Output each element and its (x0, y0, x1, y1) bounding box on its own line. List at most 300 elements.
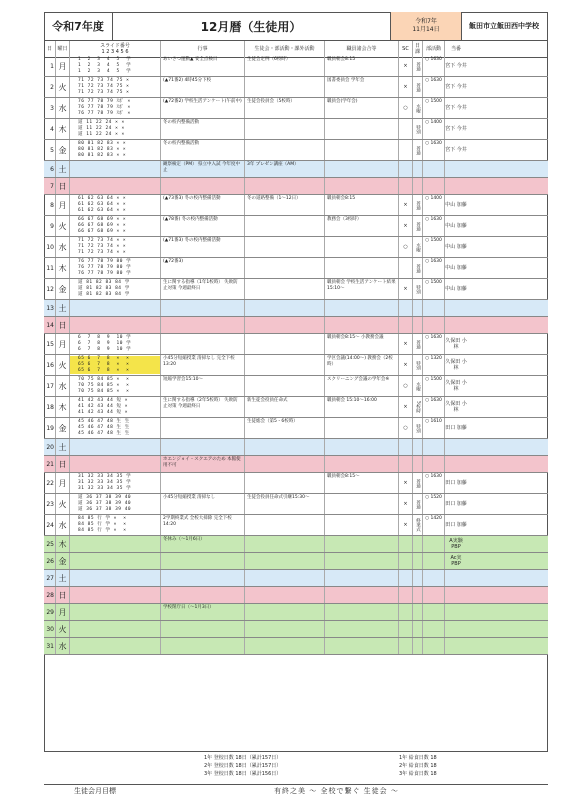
slide-line: 65 6 7 8 × × (70, 356, 160, 362)
event-text: 生に関する指導（2年5校時） 失敗防止対策 今週最終日 (161, 397, 245, 417)
bukatsu-time (423, 317, 445, 333)
day-number: 22 (44, 473, 56, 493)
day-row (44, 473, 548, 494)
bukatsu-time (423, 161, 445, 177)
day-row (44, 553, 548, 570)
day-row (44, 397, 548, 418)
weekday-label: 火 (56, 621, 70, 637)
weekday-label: 月 (56, 195, 70, 215)
sc-mark (399, 621, 413, 637)
weekday-label: 土 (56, 300, 70, 316)
slide-numbers (70, 98, 161, 118)
meeting-text (325, 140, 399, 160)
weekday-label: 木 (56, 536, 70, 552)
day-number: 11 (44, 258, 56, 278)
slide-numbers (70, 494, 161, 514)
meeting-text (325, 638, 399, 654)
weekday-label: 木 (56, 397, 70, 417)
slide-line: 76 77 78 79 80 学 (78, 271, 132, 276)
slide-numbers (70, 77, 161, 97)
col-slides (70, 41, 161, 57)
bukatsu-time (423, 553, 445, 569)
slide-line: 45 46 47 48 生 生 (78, 425, 130, 430)
council-text: 新生徒会役員任命式 (245, 397, 325, 417)
slide-numbers (70, 355, 161, 375)
bukatsu-time (423, 300, 445, 316)
event-text: ホエンジョイ・スクエアのため 本館使用不可 (161, 456, 245, 472)
day-number: 4 (44, 119, 56, 139)
day-row (44, 570, 548, 587)
council-text (245, 334, 325, 354)
weekday-label: 火 (56, 77, 70, 97)
nisshi-text (413, 300, 423, 316)
weekday-label: 月 (56, 604, 70, 620)
sc-mark (399, 587, 413, 603)
nisshi-text: 特別 (413, 355, 423, 375)
day-row (44, 279, 548, 300)
nisshi-text (413, 456, 423, 472)
event-text (161, 621, 245, 637)
sc-mark: × (399, 279, 413, 299)
slide-numbers (70, 279, 161, 299)
bukatsu-time: ○ 1520 (423, 494, 445, 514)
event-text: 冬の校内整備活動 (161, 140, 245, 160)
event-text: (▲71番3) 冬の校内整備活動 (161, 237, 245, 257)
nisshi-text (413, 439, 423, 455)
meeting-text: 職員朝会8:15 (325, 195, 399, 215)
duty-names: 田口 加藤 (445, 501, 467, 507)
attendance-line: 3年 登校日数 18日（累計156日） (204, 771, 282, 777)
sc-mark: × (399, 56, 413, 76)
duty-names: 宮下 今井 (445, 147, 467, 153)
meeting-text: 職員朝会8:15 (325, 56, 399, 76)
council-text (245, 178, 325, 194)
council-text: 生徒会役員会（5校時） (245, 98, 325, 118)
sc-mark: × (399, 494, 413, 514)
day-row (44, 515, 548, 536)
sc-mark (399, 604, 413, 620)
slide-line: 70 75 84 85 × × (78, 377, 130, 382)
bukatsu-time (423, 638, 445, 654)
weekday-label: 月 (56, 334, 70, 354)
day-row (44, 604, 548, 621)
day-row (44, 258, 548, 279)
meeting-text: 職員朝会8:15〜 小教務会議 (325, 334, 399, 354)
weekday-label: 月 (56, 56, 70, 76)
day-row (44, 621, 548, 638)
bukatsu-time: ○ 1630 (423, 216, 445, 236)
col-council: 生徒会・部活動・課外活動 (245, 41, 325, 57)
weekday-label: 火 (56, 355, 70, 375)
slide-line: 71 72 73 74 75 × (78, 78, 130, 83)
sc-mark: × (399, 77, 413, 97)
duty-names (445, 178, 467, 194)
council-text (245, 237, 325, 257)
bukatsu-time: ○ 1400 (423, 195, 445, 215)
slide-numbers (70, 587, 161, 603)
bukatsu-time: ○ 1320 (423, 355, 445, 375)
day-row (44, 216, 548, 237)
day-row (44, 140, 548, 161)
council-text (245, 604, 325, 620)
sc-mark (399, 178, 413, 194)
slide-numbers (70, 418, 161, 438)
slide-line: 道 36 37 38 39 40 (78, 501, 132, 506)
day-row (44, 161, 548, 178)
bukatsu-time: ○ 1630 (423, 397, 445, 417)
meeting-text (325, 439, 399, 455)
duty-names: 宮下 今井 (445, 126, 467, 132)
slide-line: 61 62 63 64 × × (78, 202, 127, 207)
meeting-text: 教務会（3校時） (325, 216, 399, 236)
day-row (44, 317, 548, 334)
attendance-line: 2年 登校日数 18日（累計157日） (204, 763, 282, 769)
weekday-label: 金 (56, 418, 70, 438)
sc-mark: ○ (399, 376, 413, 396)
bukatsu-time (423, 570, 445, 586)
school-name: 飯田市立飯田西中学校 (469, 22, 539, 30)
slide-line: 6 7 8 9 10 学 (78, 347, 132, 352)
bukatsu-time: ○ 1400 (423, 119, 445, 139)
nisshi-text: 特別 (413, 279, 423, 299)
sc-mark: ○ (399, 418, 413, 438)
duty-names: 中山 加藤 (445, 223, 467, 229)
duty-names: 宮下 今井 (445, 84, 467, 90)
bukatsu-time (423, 178, 445, 194)
day-number: 17 (44, 376, 56, 396)
event-text (161, 553, 245, 569)
slide-line: 41 42 43 44 短 × (78, 398, 128, 403)
bukatsu-time: ○ 1630 (423, 258, 445, 278)
slide-numbers (70, 216, 161, 236)
weekday-label: 日 (56, 587, 70, 603)
meeting-text: 図書委員会 学年会 (325, 77, 399, 97)
slide-numbers (70, 178, 161, 194)
council-text (245, 515, 325, 535)
slide-line: 31 32 33 34 35 学 (78, 474, 132, 479)
monthly-goal (44, 784, 548, 797)
sc-mark: ○ (399, 98, 413, 118)
slide-line: 80 81 82 83 × × (78, 147, 127, 152)
day-row (44, 178, 548, 195)
slide-numbers (70, 56, 161, 76)
slide-numbers (70, 536, 161, 552)
day-number: 30 (44, 621, 56, 637)
slide-numbers (70, 334, 161, 354)
day-number: 9 (44, 216, 56, 236)
event-text (161, 317, 245, 333)
duty-names: 久保田 小林 (445, 338, 467, 350)
nisshi-text: 5校時 (413, 397, 423, 417)
meeting-text (325, 604, 399, 620)
duty-names (445, 317, 467, 333)
slide-line: 41 42 43 44 短 × (78, 404, 128, 409)
slide-numbers (70, 195, 161, 215)
day-number: 16 (44, 355, 56, 375)
council-text: 3年 プレゼン講座（AM） (245, 161, 325, 177)
duty-names: 久保田 小林 (445, 401, 467, 413)
bukatsu-time: ○ 1500 (423, 279, 445, 299)
col-nisshi: 日課 (413, 41, 423, 57)
day-row (44, 355, 548, 376)
event-text: 冬休み（〜1月6日） (161, 536, 245, 552)
slide-line: 71 72 73 74 × × (78, 244, 127, 249)
meeting-text: 職員朝会8:15〜 (325, 473, 399, 493)
duty-names: 田口 加藤 (445, 522, 467, 528)
col-slides-nums: 1 2 3 4 5 6 (101, 49, 129, 55)
col-meeting: 職員諸会合等 (325, 41, 399, 57)
duty-names: 中山 加藤 (445, 286, 467, 292)
slide-line: 84 85 行 学 × × (78, 516, 127, 521)
day-number: 27 (44, 570, 56, 586)
col-slides-label: スライド番号 (100, 43, 130, 49)
council-text (245, 216, 325, 236)
slide-line: 84 85 行 学 × × (78, 528, 127, 533)
sc-mark: × (399, 473, 413, 493)
event-text: 短縮学習会15:10〜 (161, 376, 245, 396)
sc-mark (399, 140, 413, 160)
day-row (44, 334, 548, 355)
weekday-label: 水 (56, 376, 70, 396)
weekday-label: 水 (56, 515, 70, 535)
day-number: 12 (44, 279, 56, 299)
slide-line: 道 36 37 38 39 40 (78, 507, 132, 512)
attendance-summary (44, 752, 548, 780)
bukatsu-time (423, 439, 445, 455)
slide-line: 66 67 68 69 × × (78, 229, 127, 234)
slide-line: 6 7 8 9 10 学 (78, 341, 132, 346)
day-number: 24 (44, 515, 56, 535)
fiscal-year: 令和7年度 (44, 12, 113, 40)
page-title: 12月暦（生徒用） (200, 19, 302, 34)
day-number: 29 (44, 604, 56, 620)
bukatsu-time: ○ 1630 (423, 77, 445, 97)
nisshi-text: 普通 (413, 334, 423, 354)
council-text (245, 587, 325, 603)
bukatsu-time: ○ 1610 (423, 418, 445, 438)
duty-names: 中山 加藤 (445, 265, 467, 271)
slide-line: 71 72 73 74 × × (78, 238, 127, 243)
weekday-label: 日 (56, 456, 70, 472)
event-text: (▲72番3) (161, 258, 245, 278)
meeting-text: 職員朝会 15:10〜16:00 (325, 397, 399, 417)
day-row (44, 77, 548, 98)
lunch-line: 3年 給食日数 18 (399, 771, 437, 777)
nisshi-text: 特別 (413, 418, 423, 438)
meeting-text: スクリーニング会議の学年会※ (325, 376, 399, 396)
meeting-text (325, 237, 399, 257)
slide-line: 道 11 22 24 × × (78, 132, 125, 137)
nisshi-text: 普通 (413, 494, 423, 514)
meeting-text (325, 161, 399, 177)
event-text (161, 587, 245, 603)
weekday-label: 日 (56, 178, 70, 194)
duty-names (445, 587, 467, 603)
day-number: 26 (44, 553, 56, 569)
weekday-label: 水 (56, 98, 70, 118)
sc-mark (399, 119, 413, 139)
sc-mark: × (399, 515, 413, 535)
slide-line: 道 11 22 24 × × (78, 120, 125, 125)
day-number: 8 (44, 195, 56, 215)
slide-line: 31 32 33 34 35 学 (78, 480, 132, 485)
council-text (245, 317, 325, 333)
day-row (44, 456, 548, 473)
slide-line: 71 72 73 74 75 × (78, 90, 130, 95)
bukatsu-time (423, 536, 445, 552)
nisshi-text: 水曜 (413, 98, 423, 118)
slide-numbers (70, 300, 161, 316)
col-bukatsu: 部活動 (423, 41, 445, 57)
event-text (161, 334, 245, 354)
slide-line: 76 77 78 79 80 学 (78, 265, 132, 270)
monthly-goal-label: 生徒会月目標 (74, 787, 116, 795)
day-row (44, 439, 548, 456)
council-text: 生徒会役員任命式引継15:30〜 (245, 494, 325, 514)
weekday-label: 日 (56, 317, 70, 333)
nisshi-text: 普通 (413, 140, 423, 160)
event-text: (▲71番2) 4時45分下校 (161, 77, 245, 97)
council-text (245, 258, 325, 278)
duty-names (445, 456, 467, 472)
duty-names: Ac実 PBP (450, 555, 462, 567)
slide-numbers (70, 570, 161, 586)
bukatsu-time (423, 587, 445, 603)
council-text (245, 638, 325, 654)
nisshi-text: 水曜 (413, 237, 423, 257)
meeting-text (325, 570, 399, 586)
bukatsu-time (423, 456, 445, 472)
meeting-text: 職員会(学年会) (325, 98, 399, 118)
day-row (44, 300, 548, 317)
weekday-label: 水 (56, 638, 70, 654)
slide-numbers (70, 119, 161, 139)
sc-mark (399, 258, 413, 278)
slide-numbers (70, 397, 161, 417)
day-row (44, 494, 548, 515)
slide-numbers (70, 456, 161, 472)
bukatsu-time: ○ 1630 (423, 56, 445, 76)
meeting-text (325, 587, 399, 603)
slide-line: 41 42 43 44 短 × (78, 410, 128, 415)
slide-numbers (70, 604, 161, 620)
council-text (245, 439, 325, 455)
slide-line: 45 46 47 48 生 生 (78, 431, 130, 436)
slide-line: 70 75 84 85 × × (78, 383, 130, 388)
slide-line: 76 77 78 79 ｽﾎﾟ × (78, 111, 131, 116)
col-day: 日 (44, 41, 56, 57)
event-text (161, 300, 245, 316)
day-number: 23 (44, 494, 56, 514)
council-text (245, 621, 325, 637)
day-number: 25 (44, 536, 56, 552)
day-row (44, 237, 548, 258)
col-sc: SC (399, 41, 413, 57)
weekday-label: 金 (56, 140, 70, 160)
slide-line: 1 2 3 4 5 学 (78, 63, 132, 68)
meeting-text (325, 178, 399, 194)
duty-names: 田口 加藤 (445, 425, 467, 431)
meeting-text (325, 317, 399, 333)
nisshi-text (413, 587, 423, 603)
day-number: 1 (44, 56, 56, 76)
bukatsu-time: ○ 1630 (423, 473, 445, 493)
issue-era: 令和7年 (415, 18, 437, 25)
sc-mark (399, 456, 413, 472)
slide-line: 1 2 3 4 5 学 (78, 57, 132, 62)
council-text (245, 456, 325, 472)
slide-line: 71 72 73 74 75 × (78, 84, 130, 89)
bukatsu-time (423, 621, 445, 637)
sc-mark: × (399, 195, 413, 215)
duty-names: 中山 加藤 (445, 244, 467, 250)
day-number: 20 (44, 439, 56, 455)
day-row (44, 638, 548, 655)
day-row (44, 56, 548, 77)
slide-numbers (70, 439, 161, 455)
meeting-text (325, 621, 399, 637)
council-text (245, 536, 325, 552)
council-text (245, 77, 325, 97)
nisshi-text: 普通 (413, 77, 423, 97)
council-text (245, 376, 325, 396)
duty-names: 田口 加藤 (445, 480, 467, 486)
slide-line: 80 81 82 83 × × (78, 141, 127, 146)
slide-numbers (70, 553, 161, 569)
day-number: 6 (44, 161, 56, 177)
day-number: 21 (44, 456, 56, 472)
weekday-label: 木 (56, 258, 70, 278)
meeting-text (325, 119, 399, 139)
slide-line: 76 77 78 79 80 学 (78, 259, 132, 264)
duty-names (445, 621, 467, 637)
day-row (44, 119, 548, 140)
weekday-label: 土 (56, 439, 70, 455)
col-weekday: 曜日 (56, 41, 70, 57)
slide-line: 道 81 82 83 84 学 (78, 286, 130, 291)
day-number: 14 (44, 317, 56, 333)
lunch-line: 2年 給食日数 18 (399, 763, 437, 769)
event-text: 観察検定（PM） 県立中入試 今年度中止 (161, 161, 245, 177)
slide-line: 71 72 73 74 × × (78, 250, 127, 255)
weekday-label: 土 (56, 570, 70, 586)
slide-numbers (70, 473, 161, 493)
slide-line: 61 62 63 64 × × (78, 208, 127, 213)
weekday-label: 金 (56, 553, 70, 569)
issue-date-box (390, 12, 462, 40)
council-text: 冬の道路整備（1〜12日） (245, 195, 325, 215)
weekday-label: 火 (56, 494, 70, 514)
attendance-line: 1年 登校日数 18日（累計157日） (204, 755, 282, 761)
slide-line: 道 36 37 38 39 40 (78, 495, 132, 500)
col-events: 行事 (161, 41, 245, 57)
meeting-text (325, 258, 399, 278)
event-text (161, 570, 245, 586)
slide-line: 70 75 84 85 × × (78, 389, 130, 394)
slide-line: 道 11 22 24 × × (78, 126, 125, 131)
day-number: 15 (44, 334, 56, 354)
nisshi-text (413, 638, 423, 654)
duty-names (445, 439, 467, 455)
nisshi-text (413, 621, 423, 637)
nisshi-text: 普通 (413, 258, 423, 278)
nisshi-text: 特別 (413, 119, 423, 139)
council-text (245, 473, 325, 493)
issue-date: 11月14日 (412, 26, 440, 33)
event-text: (▲78番) 冬の校内整備活動 (161, 216, 245, 236)
slide-numbers (70, 621, 161, 637)
event-text: 2学期終業式 全校大掃除 完全下校14:20 (161, 515, 245, 535)
